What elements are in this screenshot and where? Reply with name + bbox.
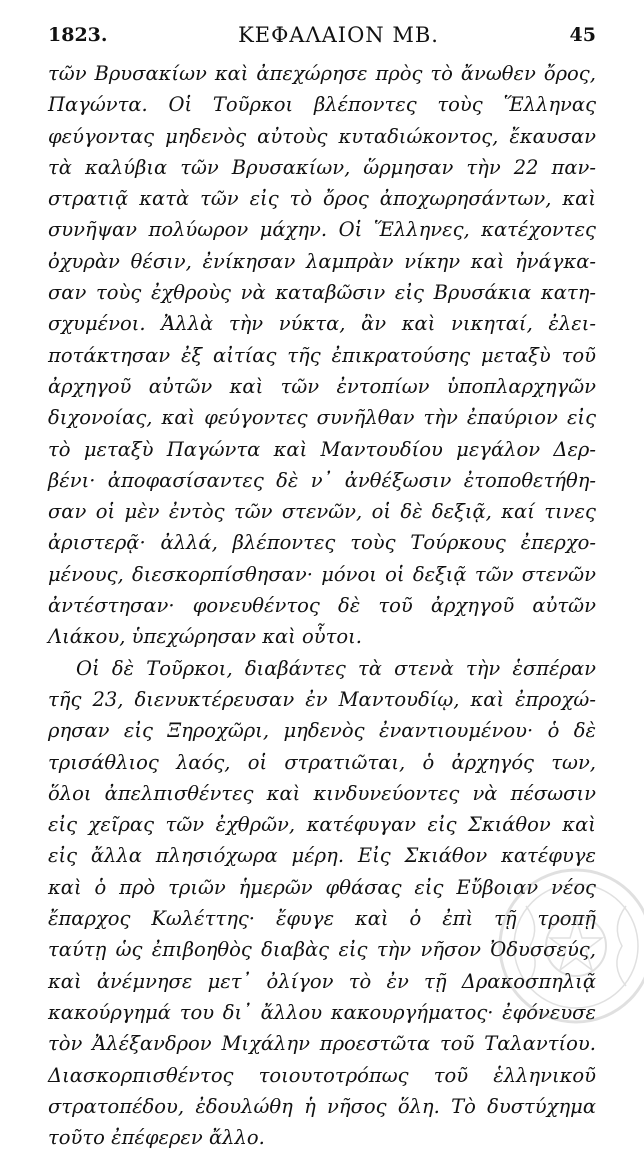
- text-line: φεύγοντας μηδενὸς αὐτοὺς κυταδιώκοντος, ἔκαυσαν: [48, 124, 596, 148]
- text-line: στρατοπέδου, ἐδουλώθη ἡ νῆσος ὅλη. Τὸ δυστύχημα: [48, 1094, 596, 1118]
- text-line: Λιάκου, ὑπεχώρησαν καὶ οὗτοι.: [48, 625, 362, 649]
- text-line: τῶν Βρυσακίων καὶ ἀπεχώρησε πρὸς τὸ ἄνωθεν ὄρος,: [48, 62, 596, 85]
- text-line: ἔπαρχος Κωλέττης· ἔφυγε καὶ ὁ ἐπὶ τῇ τροπῇ: [48, 907, 596, 931]
- text-line: ἀντέστησαν· φονευθέντος δὲ τοῦ ἀρχηγοῦ αὐτῶν: [48, 594, 596, 618]
- header-year: 1823.: [48, 24, 108, 46]
- page-number: 45: [569, 24, 596, 46]
- text-line: τὸ μεταξὺ Παγώντα καὶ Μαντουδίου μεγάλον Δερ-: [48, 437, 596, 461]
- text-line: σαν οἱ μὲν ἐντὸς τῶν στενῶν, οἱ δὲ δεξιᾷ, καί τινες: [48, 500, 596, 524]
- text-line: ἀριστερᾷ· ἀλλά, βλέποντες τοὺς Τούρκους ἐπερχο-: [48, 531, 596, 555]
- text-line: τὰ καλύβια τῶν Βρυσακίων, ὥρμησαν τὴν 22 παν-: [48, 155, 596, 179]
- text-line: Διασκορπισθέντος τοιουτοτρόπως τοῦ ἑλληνικοῦ: [48, 1063, 596, 1087]
- text-line: ὅλοι ἀπελπισθέντες καὶ κινδυνεύοντες νὰ πέσωσιν: [48, 781, 596, 805]
- text-line: διχονοίας, καὶ φεύγοντες συνῆλθαν τὴν ἐπαύριον εἰς: [48, 406, 596, 430]
- text-line: στρατιᾷ κατὰ τῶν εἰς τὸ ὄρος ἀποχωρησάντων, καὶ: [48, 187, 596, 211]
- text-line: σαν τοὺς ἐχθροὺς νὰ καταβῶσιν εἰς Βρυσάκια κατη-: [48, 281, 596, 305]
- text-line: σχυμένοι. Ἀλλὰ τὴν νύκτα, ἂν καὶ νικηταί, ἐλει-: [48, 312, 596, 336]
- text-line: ὀχυρὰν θέσιν, ἐνίκησαν λαμπρὰν νίκην καὶ ἠνάγκα-: [48, 249, 596, 273]
- text-line: βένι· ἀποφασίσαντες δὲ ν᾽ ἀνθέξωσιν ἐτοποθετήθη-: [48, 468, 596, 492]
- text-line: καὶ ὁ πρὸ τριῶν ἡμερῶν φθάσας εἰς Εὔβοιαν νέος: [48, 875, 596, 899]
- text-line: Παγώντα. Οἱ Τοῦρκοι βλέποντες τοὺς Ἕλληνας: [48, 93, 596, 117]
- library-seal-watermark-icon: [496, 866, 644, 1026]
- text-line: ποτάκτησαν ἐξ αἰτίας τῆς ἐπικρατούσης μεταξὺ τοῦ: [48, 343, 596, 367]
- text-line: Οἱ δὲ Τοῦρκοι, διαβάντες τὰ στενὰ τὴν ἑσπέραν: [76, 656, 596, 680]
- text-line: τὸν Ἀλέξανδρον Μιχάλην προεστῶτα τοῦ Ταλαντίου.: [48, 1032, 596, 1056]
- text-line: συνῆψαν πολύωρον μάχην. Οἱ Ἕλληνες, κατέχοντες: [48, 218, 596, 242]
- text-line: ρησαν εἰς Ξηροχῶρι, μηδενὸς ἐναντιουμένου· ὁ δὲ: [48, 719, 596, 743]
- text-line: ταύτῃ ὡς ἐπιβοηθὸς διαβὰς εἰς τὴν νῆσον Ὀδυσσεύς,: [48, 938, 596, 962]
- text-line: τῆς 23, διενυκτέρευσαν ἐν Μαντουδίῳ, καὶ ἐπροχώ-: [48, 687, 596, 711]
- running-header: [48, 18, 596, 52]
- text-line: τοῦτο ἐπέφερεν ἄλλο.: [48, 1126, 265, 1150]
- text-line: εἰς χεῖρας τῶν ἐχθρῶν, κατέφυγαν εἰς Σκιάθον καὶ: [48, 813, 596, 837]
- text-line: τρισάθλιος λαός, οἱ στρατιῶται, ὁ ἀρχηγός των,: [48, 750, 596, 774]
- text-line: εἰς ἄλλα πλησιόχωρα μέρη. Εἰς Σκιάθον κατέφυγε: [48, 844, 596, 868]
- text-line: κακούργημά του δι᾽ ἄλλου κακουργήματος· ἐφόνευσε: [48, 1000, 596, 1024]
- text-line: ἀρχηγοῦ αὐτῶν καὶ τῶν ἐντοπίων ὑποπλαρχηγῶν: [48, 374, 596, 398]
- chapter-title: ΚΕΦΑΛΑΙΟΝ ΜΒ.: [238, 23, 439, 47]
- text-line: καὶ ἀνέμνησε μετ᾽ ὀλίγον τὸ ἐν τῇ Δρακοσπηλιᾷ: [48, 969, 596, 993]
- text-line: μένους, διεσκορπίσθησαν· μόνοι οἱ δεξιᾷ τῶν στενῶν: [48, 562, 596, 586]
